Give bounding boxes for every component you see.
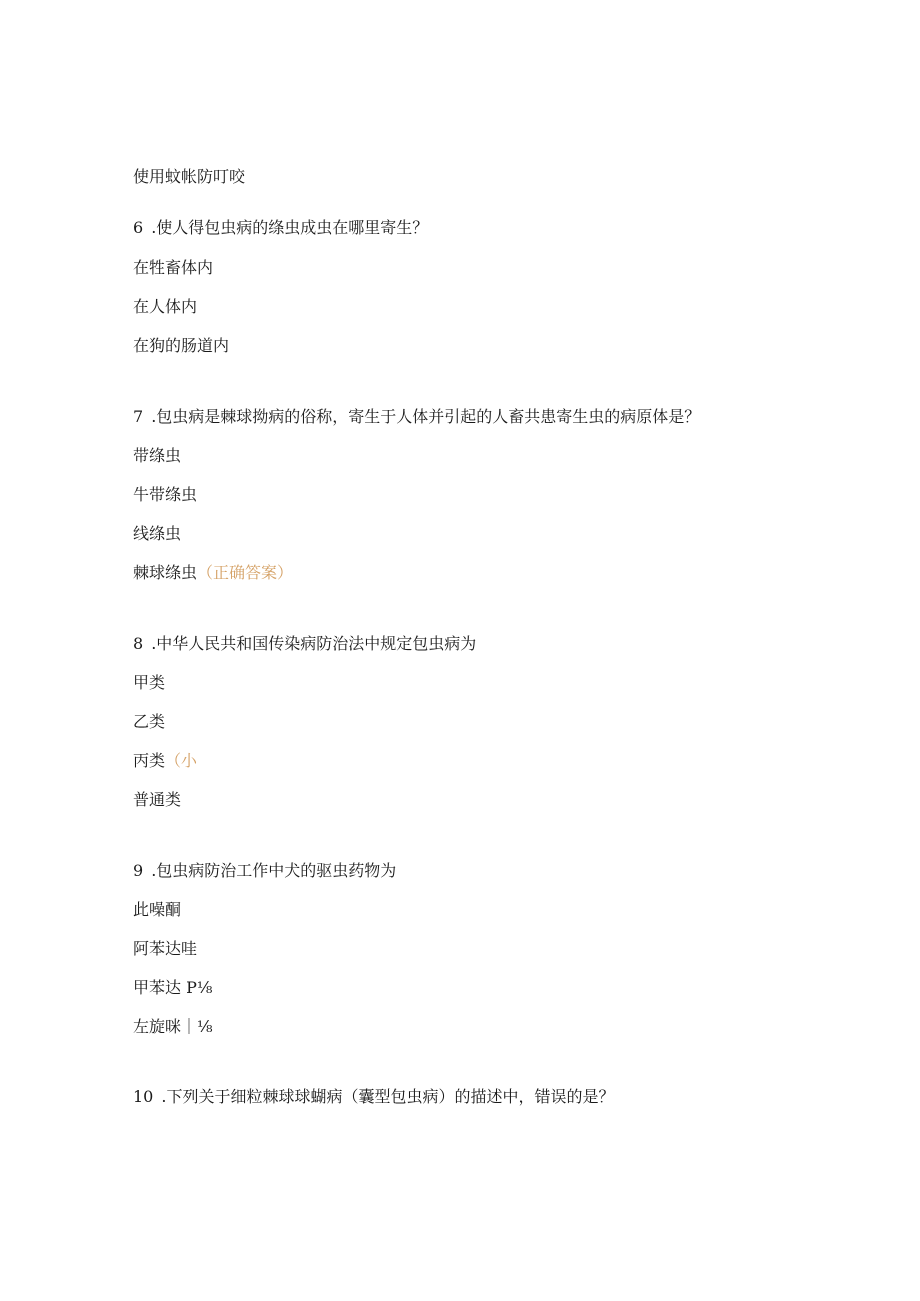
- correct-answer-mark: （小: [165, 751, 198, 770]
- question-number: 10: [133, 1087, 154, 1106]
- option-text: 甲类: [133, 673, 166, 692]
- option-text: 在人体内: [133, 297, 198, 316]
- option-7b: [133, 484, 197, 506]
- question-number: 7: [133, 407, 144, 426]
- question-9: [133, 860, 396, 882]
- option-text: 左旋咪｜⅛: [133, 1017, 213, 1036]
- option-6a: [133, 257, 213, 279]
- option-6c: [133, 335, 229, 357]
- option-text: 在狗的肠道内: [133, 336, 230, 355]
- option-text: 在牲畜体内: [133, 258, 214, 277]
- question-number: 8: [133, 634, 144, 653]
- question-7: [133, 406, 700, 428]
- question-6: [133, 217, 428, 239]
- option-7c: [133, 523, 181, 545]
- option-9c: [133, 977, 212, 999]
- option-text: 线绦虫: [133, 524, 182, 543]
- option-text: 此噪酮: [133, 900, 182, 919]
- question-text: .使人得包虫病的绦虫成虫在哪里寄生？: [151, 218, 429, 237]
- option-text: 丙类: [133, 751, 166, 770]
- question-text: .包虫病是棘球拗病的俗称，寄生于人体并引起的人畜共患寄生虫的病原体是？: [151, 407, 701, 426]
- option-8b: [133, 711, 165, 733]
- option-7d: [133, 562, 293, 584]
- question-text: .中华人民共和国传染病防治法中规定包虫病为: [151, 634, 477, 653]
- option-8c: [133, 750, 197, 772]
- option-8a: [133, 672, 165, 694]
- question-number: 9: [133, 861, 144, 880]
- option-text: 乙类: [133, 712, 166, 731]
- option-text: 使用蚊帐防叮咬: [133, 167, 246, 186]
- option-text: 阿苯达哇: [133, 939, 198, 958]
- option-text: 普通类: [133, 790, 182, 809]
- question-number: 6: [133, 218, 144, 237]
- option-7a: [133, 445, 181, 467]
- option-9b: [133, 938, 197, 960]
- option-text: 带绦虫: [133, 446, 182, 465]
- option-9d: [133, 1016, 213, 1038]
- question-text: .下列关于细粒棘球球蝴病（囊型包虫病）的描述中，错误的是？: [161, 1087, 615, 1106]
- question-8: [133, 633, 476, 655]
- option-text: 牛带绦虫: [133, 485, 198, 504]
- option-text: 甲苯达 P⅛: [133, 978, 213, 997]
- option-6b: [133, 296, 197, 318]
- option-text: 棘球绦虫: [133, 563, 198, 582]
- option-8d: [133, 789, 181, 811]
- question-10: [133, 1086, 614, 1108]
- question-text: .包虫病防治工作中犬的驱虫药物为: [151, 861, 397, 880]
- option-9a: [133, 899, 181, 921]
- correct-answer-mark: （正确答案）: [197, 563, 294, 582]
